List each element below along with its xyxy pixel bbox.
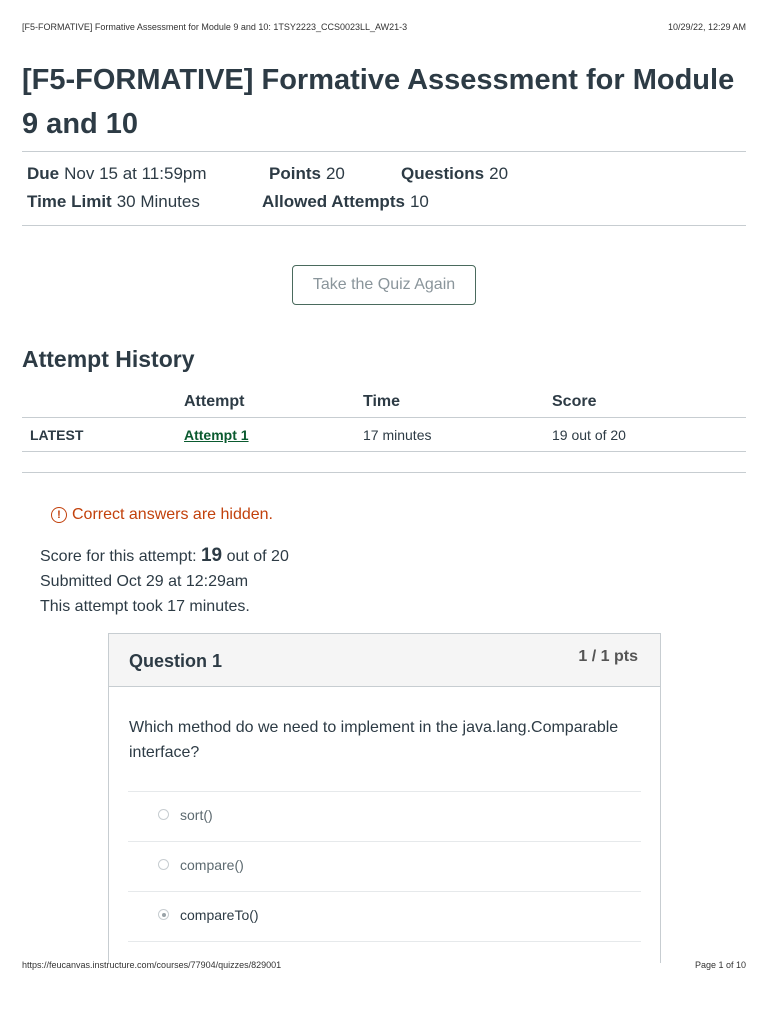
exclamation-circle-icon: ! [51,507,67,523]
print-header-datetime: 10/29/22, 12:29 AM [667,22,746,32]
allowed-attempts-field [262,192,429,212]
questions-value: 20 [489,164,509,183]
column-header-score: Score [552,393,597,410]
score-prefix: Score for this attempt: [40,548,197,565]
answer-label: compare() [180,857,244,873]
attempt-time: 17 minutes [363,427,432,443]
column-header-time: Time [363,393,401,410]
allowed-attempts-value: 10 [409,192,429,211]
print-header [22,22,746,36]
column-header-attempt: Attempt [184,393,245,410]
question-header [109,634,660,687]
points-label: Points [269,164,321,183]
divider [22,472,746,473]
print-footer-page: Page 1 of 10 [694,960,746,970]
attempt-score: 19 out of 20 [552,427,626,443]
due-label: Due [27,164,60,183]
quiz-title: [F5-FORMATIVE] Formative Assessment for Module 9 and 10 [22,64,735,140]
answer-option[interactable] [128,791,641,841]
answer-option[interactable] [128,841,641,891]
take-quiz-again-button[interactable]: Take the Quiz Again [292,265,476,305]
score-line [40,545,289,567]
table-row-divider [22,451,746,452]
radio-button[interactable] [158,809,169,820]
table-header-divider [22,417,746,418]
duration-line: This attempt took 17 minutes. [40,598,250,615]
score-suffix: out of 20 [226,548,289,565]
question-points: 1 / 1 pts [578,648,638,665]
time-limit-field [27,192,200,212]
radio-button[interactable] [158,859,169,870]
due-value: Nov 15 at 11:59pm [64,164,207,183]
correct-answers-hidden-notice [51,506,273,524]
points-value: 20 [325,164,345,183]
submitted-line: Submitted Oct 29 at 12:29am [40,573,249,590]
question-card [108,633,661,963]
due-field [27,164,207,184]
answer-label: sort() [180,807,213,823]
attempt-link[interactable]: Attempt 1 [184,427,249,443]
print-footer-url: https://feucanvas.instructure.com/courses/77904/quizzes/829001 [22,960,282,970]
time-limit-label: Time Limit [27,192,112,211]
questions-label: Questions [401,164,485,183]
allowed-attempts-label: Allowed Attempts [262,192,405,211]
score-value: 19 [200,545,223,566]
radio-button-selected[interactable] [158,909,169,920]
notice-text: Correct answers are hidden. [72,506,273,523]
latest-tag: LATEST [30,427,84,443]
print-footer [22,960,746,974]
question-text: Which method do we need to implement in the java.lang.Comparable interface? [129,719,619,761]
print-header-title: [F5-FORMATIVE] Formative Assessment for Module 9 and 10: 1TSY2223_CCS0023LL_AW21-3 [22,22,408,32]
divider [22,151,746,152]
questions-field [401,164,508,184]
divider [22,225,746,226]
question-title: Question 1 [129,651,223,671]
answer-option[interactable] [128,891,641,941]
attempt-history-title: Attempt History [22,346,195,372]
answer-label: compareTo() [180,907,259,923]
points-field [269,164,345,184]
time-limit-value: 30 Minutes [116,192,200,211]
